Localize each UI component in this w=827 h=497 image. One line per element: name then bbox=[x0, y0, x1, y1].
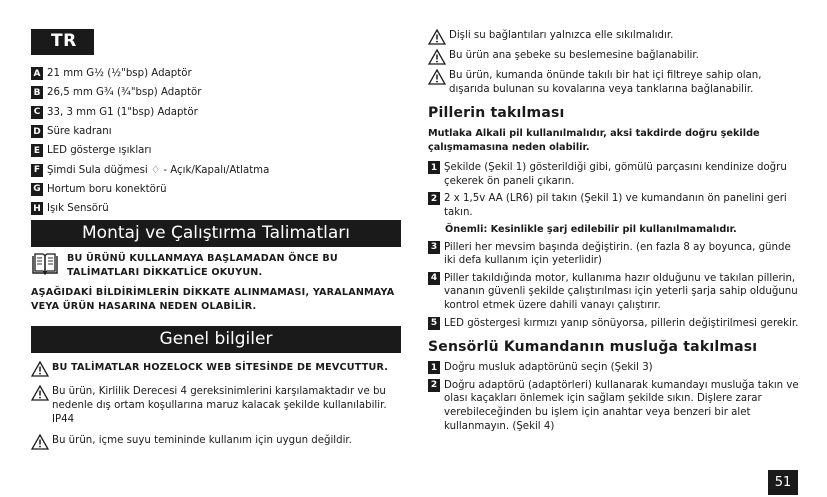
part-item bbox=[31, 122, 401, 141]
part-text: 33, 3 mm G1 (1"bsp) Adaptör bbox=[47, 106, 198, 118]
part-item bbox=[31, 83, 401, 102]
warning-text: AŞAĞIDAKİ BİLDİRİMLERİN DİKKATE ALINMAMASI, YARALANMAYA VEYA ÜRÜN HASARINA NEDEN OLABİLİR. bbox=[31, 287, 395, 313]
section-title-general: Genel bilgiler bbox=[31, 326, 401, 353]
sensor-section-title: Sensörlü Kumandanın musluğa takılması bbox=[428, 339, 758, 356]
right-warning-item bbox=[428, 69, 800, 96]
step-text: LED göstergesi kırmızı yanıp sönüyorsa, pillerin değiştirilmesi gerekir. bbox=[444, 317, 799, 329]
warning-triangle-icon bbox=[31, 385, 49, 401]
right-warning-item bbox=[428, 49, 800, 65]
part-letter: C bbox=[31, 106, 43, 119]
part-letter: D bbox=[31, 125, 43, 138]
left-column bbox=[31, 29, 401, 450]
part-text: Hortum boru konektörü bbox=[47, 183, 167, 195]
warning-triangle-icon bbox=[428, 69, 446, 85]
right-warning-text: Dişli su bağlantıları yalnızca elle sıkılmalıdır. bbox=[449, 30, 674, 41]
right-warning-item bbox=[428, 29, 800, 45]
part-letter: G bbox=[31, 183, 43, 196]
step-text: Doğru musluk adaptörünü seçin (Şekil 3) bbox=[444, 362, 653, 374]
part-item bbox=[31, 141, 401, 160]
battery-step bbox=[428, 241, 800, 268]
step-number: 3 bbox=[428, 241, 440, 254]
sensor-step bbox=[428, 379, 800, 433]
warning-triangle-icon bbox=[31, 361, 49, 377]
part-letter: E bbox=[31, 144, 43, 157]
battery-section-title: Pillerin takılması bbox=[428, 105, 565, 122]
part-text: 21 mm G½ (½"bsp) Adaptör bbox=[47, 68, 192, 80]
right-column bbox=[428, 29, 800, 437]
general-item-text: BU TALİMATLAR HOZELOCK WEB SİTESİNDE DE MEVCUTTUR. bbox=[52, 362, 389, 374]
warning-triangle-icon bbox=[428, 29, 446, 45]
step-number: 1 bbox=[428, 161, 440, 174]
part-letter: B bbox=[31, 86, 43, 99]
part-letter: F bbox=[31, 164, 43, 177]
warning-triangle-icon bbox=[428, 49, 446, 65]
part-text: 26,5 mm G¾ (¾"bsp) Adaptör bbox=[47, 87, 202, 99]
right-warning-text: Bu ürün, kumanda önünde takılı bir hat içi filtreye sahip olan, dışarıda bulunan su kovalarına veya tanklarına bağlanabilir. bbox=[449, 70, 762, 95]
general-item bbox=[31, 361, 401, 377]
battery-step bbox=[428, 317, 800, 331]
battery-important: Önemli: Kesinlikle şarj edilebilir pil kullanılmamalıdır. bbox=[445, 223, 737, 235]
battery-step bbox=[428, 192, 800, 219]
general-item-text: Bu ürün, içme suyu temininde kullanım için uygun değildir. bbox=[52, 435, 352, 447]
section-title-assembly: Montaj ve Çalıştırma Talimatları bbox=[31, 220, 401, 247]
warning-triangle-icon bbox=[31, 434, 49, 450]
part-item bbox=[31, 160, 401, 179]
general-item-text: Bu ürün, Kirlilik Derecesi 4 gereksinimlerini karşılamaktadır ve bu nedenle dış ortam koşullarına maruz kalacak şekilde kullanılabilir. IP44 bbox=[52, 386, 387, 425]
battery-step bbox=[428, 272, 800, 313]
parts-list bbox=[31, 64, 401, 218]
general-item bbox=[31, 434, 401, 450]
part-text: Şimdi Sula düğmesi ♢ - Açık/Kapalı/Atlatma bbox=[47, 164, 270, 176]
part-text: Süre kadranı bbox=[47, 126, 112, 138]
part-text: Işık Sensörü bbox=[47, 203, 109, 215]
step-number: 2 bbox=[428, 192, 440, 205]
page-number: 51 bbox=[768, 470, 798, 495]
step-text: 2 x 1,5v AA (LR6) pil takın (Şekil 1) ve kumandanın ön panelini geri takın. bbox=[444, 193, 787, 218]
step-number: 1 bbox=[428, 361, 440, 374]
part-item bbox=[31, 64, 401, 83]
book-icon bbox=[31, 252, 59, 276]
notice-text: BU ÜRÜNÜ KULLANMAYA BAŞLAMADAN ÖNCE BU TALİMATLARI DİKKATLİCE OKUYUN. bbox=[67, 253, 338, 279]
part-item bbox=[31, 180, 401, 199]
part-text: LED gösterge ışıkları bbox=[47, 145, 152, 157]
step-number: 2 bbox=[428, 379, 440, 392]
right-warning-text: Bu ürün ana şebeke su beslemesine bağlanabilir. bbox=[449, 50, 699, 61]
general-item bbox=[31, 385, 401, 426]
step-text: Pilleri her mevsim başında değiştirin. (en fazla 8 ay boyunca, günde iki defa kullanım için yeterlidir) bbox=[444, 241, 791, 267]
step-text: Piller takıldığında motor, kullanıma hazır olduğunu ve takılan pillerin, vananın güvenli şekilde çalıştırılması için yeterli şarja sahip olduğunu kontrol etmek üzere dahili vanayı çalıştırır. bbox=[444, 272, 798, 311]
step-number: 5 bbox=[428, 317, 440, 330]
read-instructions-notice bbox=[31, 252, 401, 280]
step-number: 4 bbox=[428, 272, 440, 285]
battery-step bbox=[428, 161, 800, 188]
part-item bbox=[31, 103, 401, 122]
language-tag: TR bbox=[31, 29, 94, 55]
sensor-step bbox=[428, 361, 800, 375]
step-text: Doğru adaptörü (adaptörleri) kullanarak kumandayı musluğa takın ve olası kaçakları önlemek için sağlam şekilde sıkın. Dişlere zarar verebileceğinden bu işlem için anahtar veya benzeri bir alet kullanmayın. (Şekil 4) bbox=[444, 379, 799, 432]
part-letter: A bbox=[31, 67, 43, 80]
step-text: Şekilde (Şekil 1) gösterildiği gibi, gömülü parçasını kendinize doğru çekerek ön paneli çıkarın. bbox=[444, 162, 787, 187]
part-letter: H bbox=[31, 202, 43, 215]
part-item bbox=[31, 199, 401, 218]
battery-note: Mutlaka Alkali pil kullanılmalıdır, aksi takdirde doğru şekilde çalışmamasına neden olabilir. bbox=[428, 128, 760, 154]
